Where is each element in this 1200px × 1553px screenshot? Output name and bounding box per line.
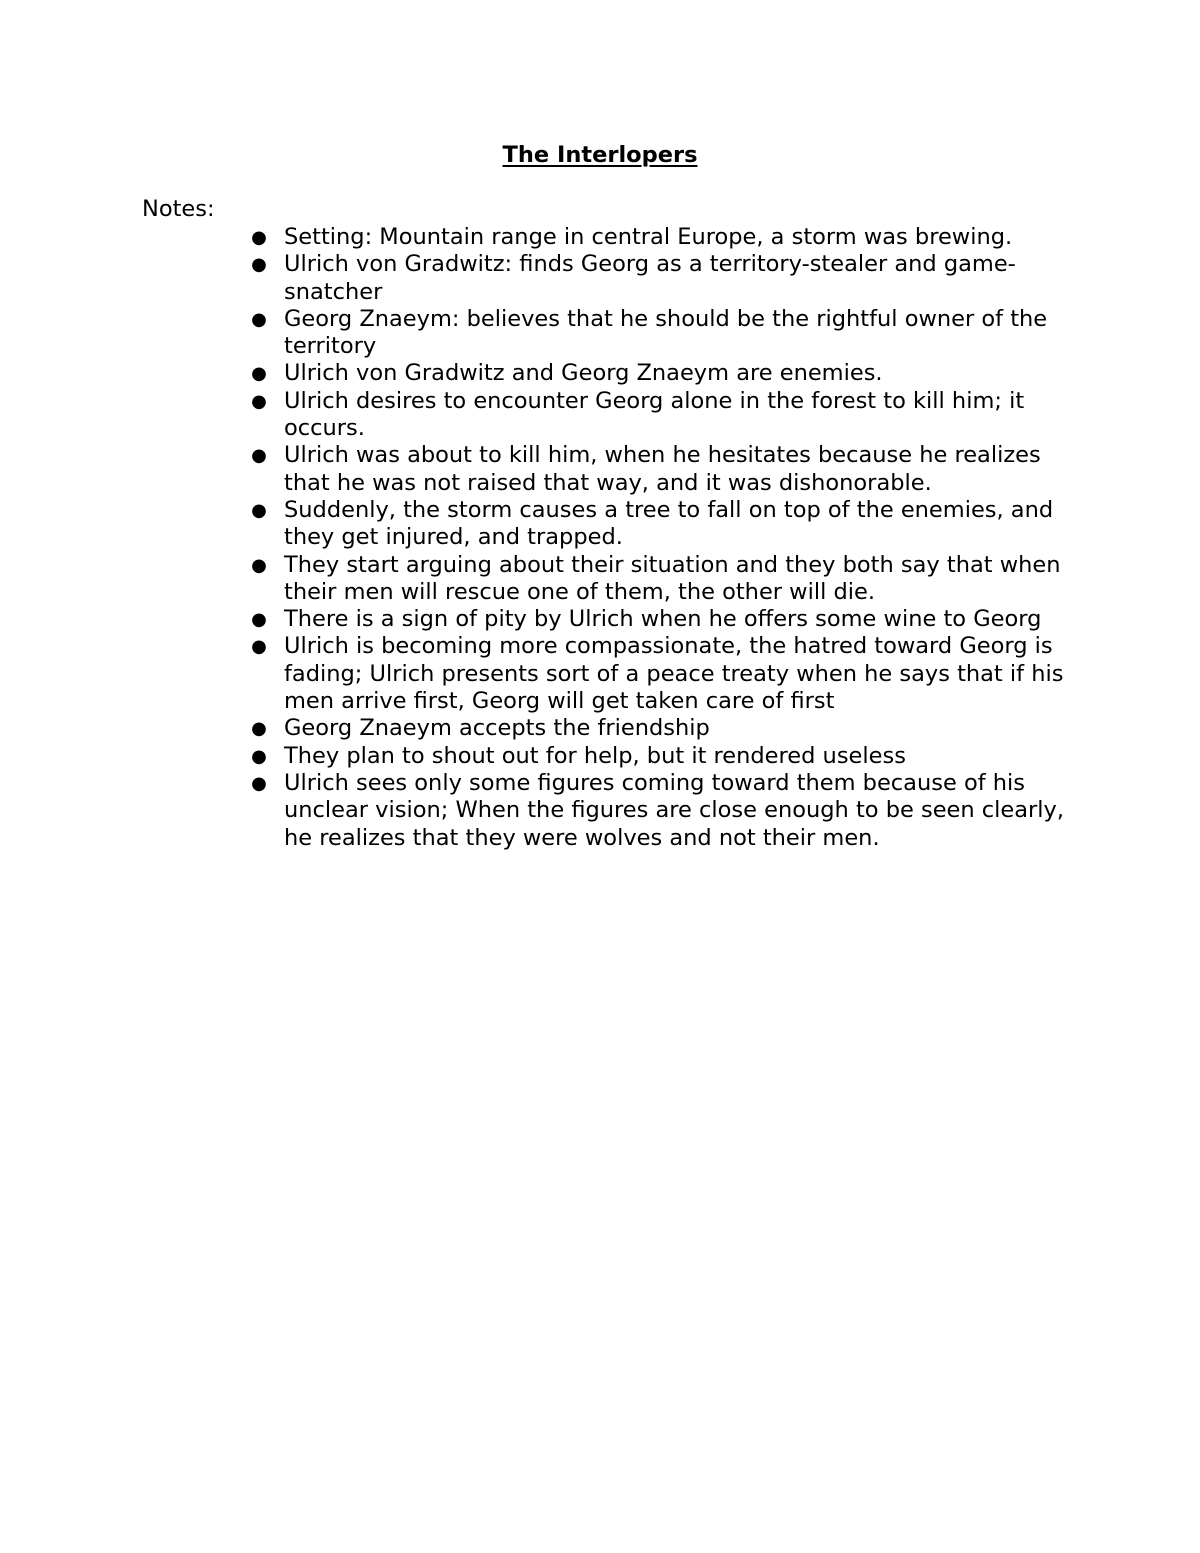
notes-label: Notes: — [142, 196, 215, 222]
list-item — [251, 496, 1074, 552]
notes-list — [251, 224, 1074, 852]
list-item — [251, 551, 1074, 607]
list-item — [251, 742, 1074, 770]
list-item-text: Ulrich was about to kill him, when he hesitates because he realizes that he was not raised that way, and it was dishonorable. — [284, 442, 1041, 496]
list-item-text: They plan to shout out for help, but it rendered useless — [284, 742, 906, 769]
list-item — [251, 715, 1074, 742]
bullet-icon: ● — [251, 772, 267, 794]
bullet-icon: ● — [251, 254, 267, 276]
bullet-icon: ● — [251, 554, 267, 576]
list-item — [251, 360, 1074, 387]
bullet-icon: ● — [251, 745, 267, 767]
bullet-icon: ● — [251, 636, 267, 658]
list-item — [251, 387, 1074, 443]
list-item-text: Ulrich von Gradwitz: finds Georg as a territory-stealer and game-snatcher — [284, 251, 1016, 305]
list-item — [251, 633, 1074, 715]
list-item — [251, 251, 1074, 306]
list-item — [251, 305, 1074, 361]
list-item — [251, 606, 1074, 633]
list-item-text: Georg Znaeym: believes that he should be the rightful owner of the territory — [284, 305, 1048, 360]
bullet-icon: ● — [251, 609, 267, 631]
list-item-text: Ulrich desires to encounter Georg alone in the forest to kill him; it occurs. — [284, 387, 1025, 442]
list-item — [251, 769, 1074, 852]
bullet-icon: ● — [251, 390, 267, 412]
bullet-icon: ● — [251, 499, 267, 521]
list-item — [251, 224, 1074, 251]
list-item-text: Ulrich is becoming more compassionate, the hatred toward Georg is fading; Ulrich presents sort of a peace treaty when he says that if his men arrive first, Georg will get taken care of first — [284, 633, 1064, 715]
list-item-text: Ulrich von Gradwitz and Georg Znaeym are enemies. — [284, 360, 883, 387]
bullet-icon: ● — [251, 445, 267, 467]
bullet-icon: ● — [251, 308, 267, 330]
list-item-text: Ulrich sees only some figures coming toward them because of his unclear vision; When the figures are close enough to be seen clearly, he realizes that they were wolves and not their men. — [284, 769, 1065, 851]
list-item-text: Setting: Mountain range in central Europe, a storm was brewing. — [284, 224, 1013, 250]
list-item-text: Suddenly, the storm causes a tree to fall on top of the enemies, and they get injured, and trapped. — [284, 496, 1054, 551]
list-item-text: Georg Znaeym accepts the friendship — [284, 715, 710, 742]
list-item-text: They start arguing about their situation and they both say that when their men will rescue one of them, the other will die. — [284, 551, 1061, 605]
list-item — [251, 442, 1074, 497]
list-item-text: There is a sign of pity by Ulrich when he offers some wine to Georg — [284, 606, 1042, 633]
bullet-icon: ● — [251, 227, 267, 248]
bullet-icon: ● — [251, 363, 267, 385]
document-title: The Interlopers — [502, 142, 698, 168]
bullet-icon: ● — [251, 718, 267, 740]
